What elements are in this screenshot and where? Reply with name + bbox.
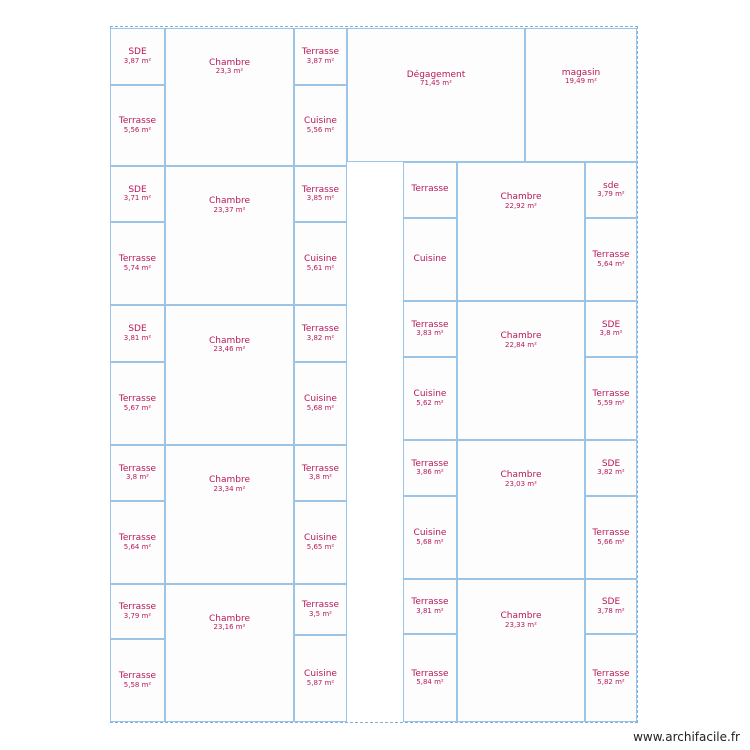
room-terrasse (294, 584, 347, 635)
room-terrasse (110, 362, 165, 445)
room-label (209, 615, 250, 632)
room-name: Cuisine (413, 389, 447, 400)
room-area: 5,82 m² (597, 678, 625, 687)
room-cuisine (403, 357, 457, 440)
room-chambre (457, 579, 585, 722)
room-name: Chambre (208, 335, 251, 346)
room-terrasse (403, 301, 457, 357)
room-label (414, 255, 447, 264)
room-chambre (457, 162, 585, 301)
room-label (124, 325, 151, 342)
room-name: Chambre (208, 57, 251, 68)
room-label (119, 255, 156, 272)
room-cuisine (294, 501, 347, 584)
room-chambre (165, 445, 294, 584)
room-label (119, 534, 156, 551)
room-terrasse (403, 440, 457, 496)
room-area: 5,59 m² (597, 398, 625, 407)
room-area: 3,79 m² (123, 611, 152, 620)
room-name: Terrasse (301, 324, 340, 335)
room-area: 3,81 m² (123, 333, 152, 342)
room-label (500, 471, 541, 488)
room-label (304, 534, 337, 551)
room-terrasse (585, 218, 637, 301)
room-terrasse (403, 162, 457, 218)
room-label (119, 465, 156, 482)
room-name: Chambre (500, 192, 542, 203)
room-label (411, 185, 448, 194)
room-label (209, 337, 250, 354)
room-area: 5,56 m² (123, 125, 152, 134)
room-label (304, 395, 337, 412)
room-name: SDE (128, 184, 147, 195)
room-label (209, 197, 250, 214)
room-name: Chambre (208, 475, 251, 486)
room-name: Terrasse (118, 671, 157, 682)
room-chambre (165, 584, 294, 722)
room-terrasse (294, 305, 347, 362)
room-area: 5,64 m² (597, 259, 625, 268)
room-name: Terrasse (301, 600, 340, 611)
room-name: Terrasse (118, 394, 157, 405)
room-name: Terrasse (411, 319, 449, 330)
room-label (209, 476, 250, 493)
room-label (411, 321, 448, 338)
room-name: sde (603, 180, 619, 191)
room-area: 3,82 m² (597, 468, 625, 477)
room-sde (585, 579, 637, 634)
room-name: Cuisine (304, 254, 337, 265)
room-sde (110, 166, 165, 222)
room-name: Cuisine (304, 394, 337, 405)
room-name: Cuisine (304, 116, 337, 127)
room-area: 71,45 m² (420, 79, 452, 88)
room-area: 5,58 m² (123, 680, 152, 689)
room-cuisine (294, 85, 347, 166)
room-name: Chambre (500, 611, 542, 622)
room-name: Terrasse (118, 116, 157, 127)
room-label (411, 460, 448, 477)
room-label (302, 465, 339, 482)
room-terrasse (110, 639, 165, 722)
room-label (562, 69, 600, 86)
room-terrasse (110, 222, 165, 305)
room-area: 3,85 m² (306, 194, 335, 203)
room-area: 23,3 m² (215, 67, 244, 76)
room-label (600, 321, 623, 338)
room-name: Cuisine (413, 253, 447, 264)
room-name: Terrasse (411, 668, 449, 679)
room-label (304, 255, 337, 272)
room-magasin (525, 28, 637, 162)
room-cuisine (403, 496, 457, 579)
room-area: 5,61 m² (306, 263, 335, 272)
room-name: Terrasse (592, 389, 630, 400)
room-label (302, 325, 339, 342)
room-label (304, 670, 337, 687)
room-name: SDE (601, 319, 621, 330)
room-name: Terrasse (411, 597, 449, 608)
room-area: 5,64 m² (123, 542, 152, 551)
room-sde (585, 440, 637, 496)
room-area: 23,34 m² (213, 484, 246, 493)
room-terrasse (403, 579, 457, 634)
room-terrasse (110, 85, 165, 166)
room-name: Terrasse (301, 47, 340, 58)
room-area: 19,49 m² (565, 77, 597, 86)
room-area: 5,66 m² (597, 537, 625, 546)
room-label (411, 670, 448, 687)
room-name: Cuisine (304, 533, 337, 544)
room-area: 5,67 m² (123, 403, 152, 412)
room-name: Chambre (208, 196, 251, 207)
room-label (411, 598, 448, 615)
room-label (500, 193, 541, 210)
room-name: Terrasse (592, 528, 630, 539)
room-name: Terrasse (118, 463, 157, 474)
room-label (304, 117, 337, 134)
room-terrasse (585, 496, 637, 579)
room-label (592, 251, 629, 268)
room-label (119, 395, 156, 412)
room-sde (110, 305, 165, 362)
room-area: 3,83 m² (416, 329, 444, 338)
room-name: Terrasse (301, 184, 340, 195)
room-terrasse (403, 634, 457, 722)
room-name: Dégagement (406, 69, 466, 80)
room-area: 5,74 m² (123, 263, 152, 272)
room-cuisine (294, 222, 347, 305)
room-label (119, 117, 156, 134)
room-area: 23,03 m² (505, 479, 537, 488)
room-label (597, 460, 624, 477)
room-chambre (165, 305, 294, 445)
room-sde (585, 301, 637, 357)
room-terrasse (110, 445, 165, 501)
room-label (119, 603, 156, 620)
room-area: 3,8 m² (309, 473, 332, 482)
room-area: 5,62 m² (416, 398, 444, 407)
room-name: magasin (561, 67, 601, 78)
room-label (302, 601, 339, 618)
room-label (500, 332, 541, 349)
room-chambre (165, 28, 294, 166)
room-name: SDE (128, 324, 147, 335)
room-area: 5,56 m² (306, 125, 335, 134)
room-cuisine (294, 635, 347, 722)
room-terrasse (294, 166, 347, 222)
room-terrasse (585, 357, 637, 440)
room-label (302, 48, 339, 65)
room-area: 3,5 m² (309, 609, 332, 618)
room-area: 3,78 m² (597, 606, 625, 615)
room-cuisine (403, 218, 457, 301)
room-name: Cuisine (413, 528, 447, 539)
room-label (414, 390, 447, 407)
room-label (124, 48, 151, 65)
room-chambre (457, 301, 585, 440)
room-label (592, 390, 629, 407)
room-label (414, 529, 447, 546)
room-name: Terrasse (118, 533, 157, 544)
room-chambre (165, 166, 294, 305)
room-area: 23,46 m² (213, 345, 246, 354)
room-label (407, 71, 465, 88)
room-area: 5,65 m² (306, 542, 335, 551)
site-credit: www.archifacile.fr (633, 730, 740, 744)
room-name: SDE (601, 597, 621, 608)
room-name: Terrasse (592, 668, 630, 679)
room-area: 3,71 m² (123, 194, 152, 203)
room-label (302, 186, 339, 203)
room-area: 3,87 m² (123, 56, 152, 65)
room-area: 5,68 m² (416, 537, 444, 546)
room-name: Cuisine (304, 669, 337, 680)
room-label (592, 529, 629, 546)
room-terrasse (294, 28, 347, 85)
room-label (592, 670, 629, 687)
room-label (500, 612, 541, 629)
room-area: 5,87 m² (306, 678, 335, 687)
room-name: Terrasse (592, 250, 630, 261)
room-name: Chambre (500, 331, 542, 342)
room-name: SDE (601, 458, 621, 469)
room-label (597, 182, 624, 199)
room-terrasse (294, 445, 347, 501)
room-label (209, 59, 250, 76)
room-area: 5,84 m² (416, 678, 444, 687)
room-name: Terrasse (118, 602, 157, 613)
room-area: 3,81 m² (416, 606, 444, 615)
room-label (597, 598, 624, 615)
room-area: 23,37 m² (213, 205, 246, 214)
room-terrasse (110, 501, 165, 584)
room-terrasse (585, 634, 637, 722)
room-name: Chambre (208, 613, 251, 624)
room-area: 22,92 m² (505, 201, 537, 210)
room-name: SDE (128, 47, 147, 58)
room-name: Terrasse (411, 458, 449, 469)
room-name: Terrasse (301, 463, 340, 474)
room-area: 23,33 m² (505, 620, 537, 629)
room-name: Terrasse (411, 184, 449, 195)
room-sde (585, 162, 637, 218)
room-area: 5,68 m² (306, 403, 335, 412)
room-area: 3,87 m² (306, 56, 335, 65)
room-label (124, 186, 151, 203)
room-area: 3,86 m² (416, 468, 444, 477)
room-sde (110, 28, 165, 85)
room-name: Terrasse (118, 254, 157, 265)
room-chambre (457, 440, 585, 579)
room-area: 3,8 m² (599, 329, 623, 338)
room-label (119, 672, 156, 689)
room-cuisine (294, 362, 347, 445)
room-area: 3,8 m² (126, 473, 149, 482)
room-area: 22,84 m² (505, 340, 537, 349)
room-area: 3,82 m² (306, 333, 335, 342)
room-terrasse (110, 584, 165, 639)
room-name: Chambre (500, 470, 542, 481)
room-area: 3,79 m² (597, 190, 625, 199)
room-area: 23,16 m² (213, 623, 246, 632)
room-d-gagement (347, 28, 525, 162)
